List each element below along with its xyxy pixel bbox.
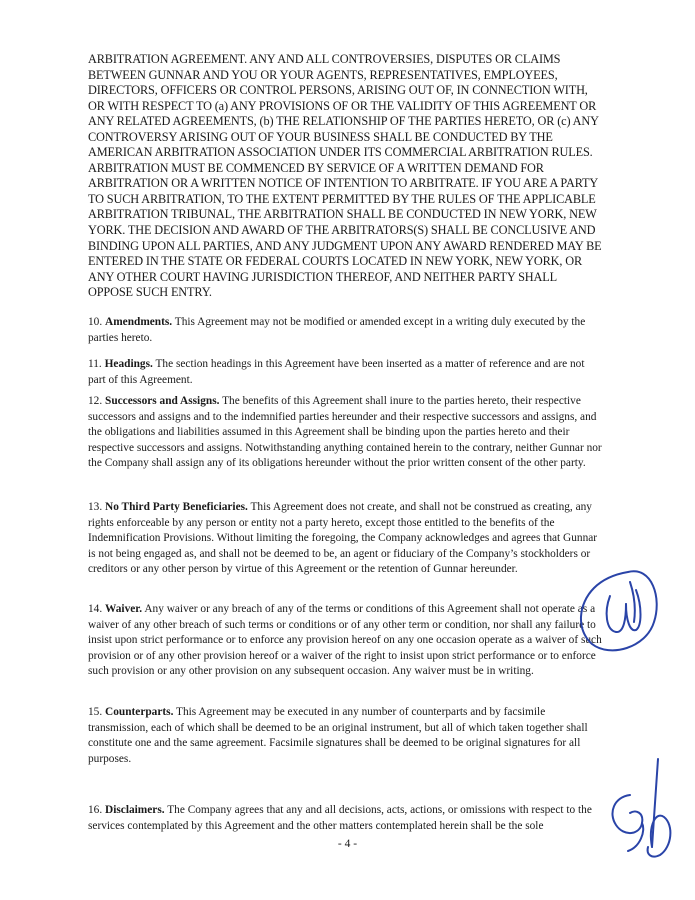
section-11 xyxy=(88,357,603,388)
section-number: 13. xyxy=(88,501,103,513)
document-page xyxy=(88,52,603,832)
section-number: 10. xyxy=(88,316,103,328)
section-heading: Counterparts. xyxy=(105,706,174,718)
section-body: This Agreement does not create, and shall not be construed as creating, any rights enforceable by any person or entity not a party hereto, except those entitled to the benefits of the Indemnification Provisions. Without limiting the foregoing, the Company acknowledges and agrees that Gunnar is not being engaged as, and shall not be deemed to be, an agent or fiduciary of the Company’s stockholders or creditors or any other person by virtue of this Agreement or the retention of Gunnar hereunder. xyxy=(88,501,598,576)
section-body: The section headings in this Agreement have been inserted as a matter of reference and are not part of this Agreement. xyxy=(88,358,585,386)
section-body: The benefits of this Agreement shall inure to the parties hereto, their respective successors and assigns and to the indemnified parties hereunder and their respective successors and assigns, and the obligations and liabilities assumed in this Agreement shall be binding upon the parties hereto and their respective successors and assigns. Notwithstanding anything contained herein to the contrary, neither Gunnar nor the Company shall assign any of its obligations hereunder without the prior written consent of the other party. xyxy=(88,395,602,470)
page-number: - 4 - xyxy=(337,838,358,850)
section-body: This Agreement may be executed in any number of counterparts and by facsimile transmission, each of which shall be deemed to be an original instrument, but all of which taken together shall constitute one and the same agreement. Facsimile signatures shall be deemed to be original signatures for all purposes. xyxy=(88,706,588,765)
initials-signature-icon xyxy=(600,755,690,870)
section-number: 15. xyxy=(88,706,103,718)
section-body: This Agreement may not be modified or amended except in a writing duly executed by the parties hereto. xyxy=(88,316,586,344)
section-heading: No Third Party Beneficiaries. xyxy=(105,501,248,513)
section-heading: Headings. xyxy=(104,358,153,370)
section-heading: Successors and Assigns. xyxy=(105,395,220,407)
section-number: 14. xyxy=(88,603,103,615)
initials-signature-icon xyxy=(570,560,665,670)
section-number: 12. xyxy=(88,395,103,407)
section-16 xyxy=(88,803,603,834)
section-14 xyxy=(88,602,603,680)
arbitration-clause: ARBITRATION AGREEMENT. ANY AND ALL CONTROVERSIES, DISPUTES OR CLAIMS BETWEEN GUNNAR AND YOU OR YOUR AGENTS, REPRESENTATIVES, EMPLOYEES, DIRECTORS, OFFICERS OR CONTROL PERSONS, ARISING OUT OF, IN CONNECTION WITH, OR WITH RESPECT TO (a) ANY PROVISIONS OF OR THE VALIDITY OF THIS AGREEMENT OR ANY RELATED AGREEMENTS, (b) THE RELATIONSHIP OF THE PARTIES HERETO, OR (c) ANY CONTROVERSY ARISING OUT OF YOUR BUSINESS SHALL BE CONDUCTED BY THE AMERICAN ARBITRATION ASSOCIATION UNDER ITS COMMERCIAL ARBITRATION RULES. ARBITRATION MUST BE COMMENCED BY SERVICE OF A WRITTEN DEMAND FOR ARBITRATION OR A WRITTEN NOTICE OF INTENTION TO ARBITRATE. IF YOU ARE A PARTY TO SUCH ARBITRATION, TO THE EXTENT PERMITTED BY THE RULES OF THE APPLICABLE ARBITRATION TRIBUNAL, THE ARBITRATION SHALL BE CONDUCTED IN NEW YORK, NEW YORK. THE DECISION AND AWARD OF THE ARBITRATORS(S) SHALL BE CONCLUSIVE AND BINDING UPON ALL PARTIES, AND ANY JUDGMENT UPON ANY AWARD RENDERED MAY BE ENTERED IN THE STATE OR FEDERAL COURTS LOCATED IN NEW YORK, NEW YORK, OR ANY OTHER COURT HAVING JURISDICTION THEREOF, AND NEITHER PARTY SHALL OPPOSE SUCH ENTRY. xyxy=(88,52,602,300)
section-number: 11. xyxy=(88,358,102,370)
section-13 xyxy=(88,500,603,578)
section-body: The Company agrees that any and all decisions, acts, actions, or omissions with respect to the services contemplated by this Agreement and the other matters contemplated herein shall be the sole xyxy=(88,804,592,832)
section-12 xyxy=(88,394,603,472)
section-heading: Amendments. xyxy=(105,316,173,328)
section-15 xyxy=(88,705,603,767)
section-body: Any waiver or any breach of any of the terms or conditions of this Agreement shall not operate as a waiver of any other breach of such terms or conditions or of any other term or condition, nor shall any failure to insist upon strict performance or to enforce any provision hereof on any one occasion operate as a waiver of such provision or of any other provision hereof or a waiver of the right to insist upon strict performance or to enforce such provision or any other provision on any subsequent occasion. Any waiver must be in writing. xyxy=(88,603,602,678)
section-heading: Disclaimers. xyxy=(105,804,165,816)
section-10 xyxy=(88,315,603,346)
section-number: 16. xyxy=(88,804,103,816)
section-heading: Waiver. xyxy=(105,603,143,615)
